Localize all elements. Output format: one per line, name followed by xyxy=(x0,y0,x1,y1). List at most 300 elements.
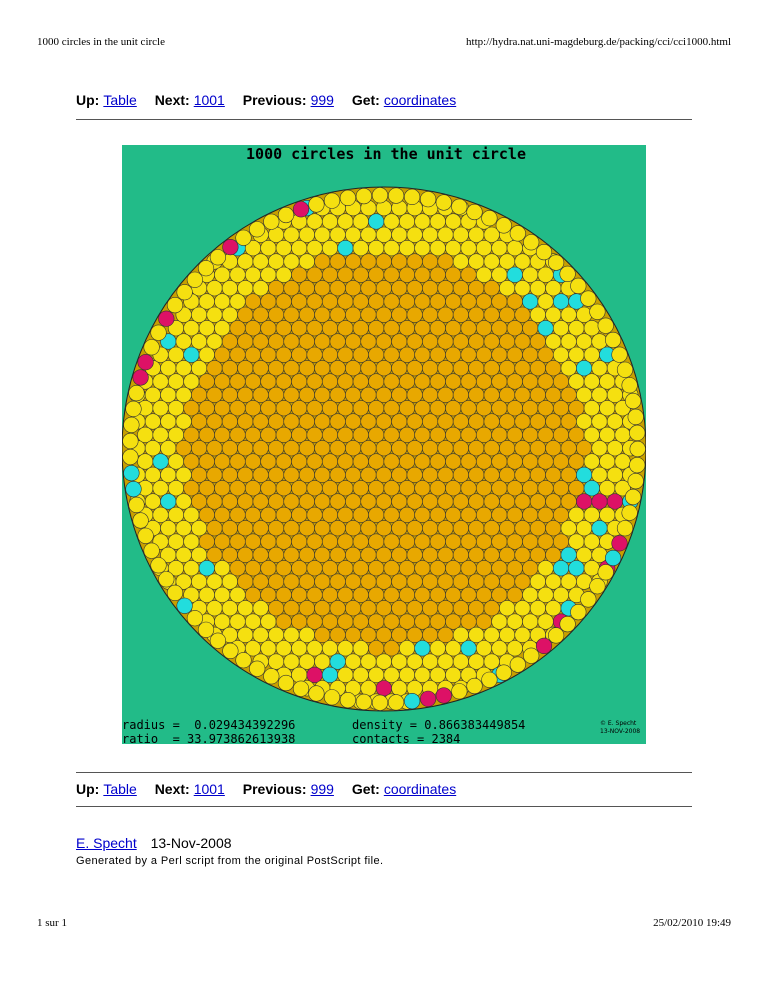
small-circle xyxy=(407,574,423,590)
small-circle xyxy=(299,227,315,243)
small-circle xyxy=(361,681,377,697)
small-circle xyxy=(184,480,200,496)
small-circle xyxy=(168,454,184,470)
up-table-link[interactable]: Table xyxy=(103,92,137,108)
small-circle xyxy=(499,414,515,430)
small-circle xyxy=(407,467,423,483)
small-circle xyxy=(515,387,531,403)
small-circle xyxy=(453,414,469,430)
small-circle xyxy=(522,560,538,576)
small-circle xyxy=(153,454,169,470)
small-circle xyxy=(230,587,246,603)
small-circle xyxy=(230,347,246,363)
small-circle xyxy=(291,320,307,336)
author-link[interactable]: E. Specht xyxy=(76,835,137,851)
small-circle xyxy=(536,638,552,654)
small-circle xyxy=(515,520,531,536)
small-circle xyxy=(553,560,569,576)
small-circle xyxy=(399,560,415,576)
small-circle xyxy=(184,400,200,416)
small-circle xyxy=(399,374,415,390)
previous-link[interactable]: 999 xyxy=(310,781,334,797)
small-circle xyxy=(372,695,388,711)
small-circle xyxy=(484,494,500,510)
small-circle xyxy=(199,320,215,336)
small-circle xyxy=(284,654,300,670)
small-circle xyxy=(330,574,346,590)
small-circle xyxy=(453,360,469,376)
small-circle xyxy=(590,578,606,594)
small-circle xyxy=(253,307,269,323)
small-circle xyxy=(453,467,469,483)
small-circle xyxy=(515,627,531,643)
small-circle xyxy=(445,427,461,443)
previous-link[interactable]: 999 xyxy=(310,92,334,108)
small-circle xyxy=(392,547,408,563)
small-circle xyxy=(191,307,207,323)
small-circle xyxy=(384,240,400,256)
small-circle xyxy=(284,334,300,350)
small-circle xyxy=(476,374,492,390)
small-circle xyxy=(338,560,354,576)
small-circle xyxy=(353,587,369,603)
small-circle xyxy=(330,520,346,536)
small-circle xyxy=(261,347,277,363)
small-circle xyxy=(276,507,292,523)
small-circle xyxy=(399,480,415,496)
small-circle xyxy=(291,267,307,283)
small-circle xyxy=(168,534,184,550)
small-circle xyxy=(238,254,254,270)
small-circle xyxy=(222,307,238,323)
small-circle xyxy=(538,507,554,523)
small-circle xyxy=(330,627,346,643)
coordinates-link[interactable]: coordinates xyxy=(383,92,457,108)
small-circle xyxy=(230,480,246,496)
small-circle xyxy=(361,307,377,323)
small-circle xyxy=(384,320,400,336)
small-circle xyxy=(307,534,323,550)
small-circle xyxy=(338,320,354,336)
small-circle xyxy=(422,574,438,590)
small-circle xyxy=(338,454,354,470)
small-circle xyxy=(184,454,200,470)
small-circle xyxy=(530,574,546,590)
small-circle xyxy=(307,427,323,443)
small-circle xyxy=(276,587,292,603)
small-circle xyxy=(569,480,585,496)
small-circle xyxy=(368,427,384,443)
small-circle xyxy=(499,467,515,483)
small-circle xyxy=(392,387,408,403)
small-circle xyxy=(315,254,331,270)
small-circle xyxy=(384,667,400,683)
small-circle xyxy=(515,307,531,323)
coordinates-link[interactable]: coordinates xyxy=(383,781,457,797)
small-circle xyxy=(145,387,161,403)
small-circle xyxy=(392,334,408,350)
small-circle xyxy=(245,427,261,443)
small-circle xyxy=(384,294,400,310)
small-circle xyxy=(546,360,562,376)
small-circle xyxy=(368,614,384,630)
small-circle xyxy=(161,387,177,403)
small-circle xyxy=(422,387,438,403)
small-circle xyxy=(368,454,384,470)
small-circle xyxy=(461,534,477,550)
small-circle xyxy=(430,667,446,683)
small-circle xyxy=(207,547,223,563)
small-circle xyxy=(268,520,284,536)
small-circle xyxy=(484,387,500,403)
small-circle xyxy=(415,534,431,550)
small-circle xyxy=(159,311,175,327)
small-circle xyxy=(484,254,500,270)
small-circle xyxy=(276,347,292,363)
small-circle xyxy=(476,507,492,523)
small-circle xyxy=(569,560,585,576)
small-circle xyxy=(530,334,546,350)
small-circle xyxy=(353,534,369,550)
small-circle xyxy=(507,427,523,443)
small-circle xyxy=(430,560,446,576)
small-circle xyxy=(469,334,485,350)
small-circle xyxy=(407,360,423,376)
small-circle xyxy=(222,414,238,430)
small-circle xyxy=(492,507,508,523)
small-circle xyxy=(238,387,254,403)
small-circle xyxy=(469,467,485,483)
small-circle xyxy=(598,318,614,334)
small-circle xyxy=(261,240,277,256)
small-circle xyxy=(261,267,277,283)
small-circle xyxy=(469,547,485,563)
small-circle xyxy=(607,467,623,483)
small-circle xyxy=(176,547,192,563)
small-circle xyxy=(561,334,577,350)
small-circle xyxy=(392,254,408,270)
small-circle xyxy=(291,667,307,683)
small-circle xyxy=(253,414,269,430)
small-circle xyxy=(207,307,223,323)
small-circle xyxy=(126,401,142,417)
small-circle xyxy=(324,690,340,706)
small-circle xyxy=(322,534,338,550)
small-circle xyxy=(153,374,169,390)
small-circle xyxy=(345,627,361,643)
small-circle xyxy=(223,643,239,659)
small-circle xyxy=(151,558,167,574)
small-circle xyxy=(315,440,331,456)
small-circle xyxy=(622,378,638,394)
small-circle xyxy=(330,467,346,483)
small-circle xyxy=(445,294,461,310)
small-circle xyxy=(315,574,331,590)
small-circle xyxy=(384,534,400,550)
small-circle xyxy=(392,307,408,323)
small-circle xyxy=(476,240,492,256)
small-circle xyxy=(399,294,415,310)
small-circle xyxy=(438,440,454,456)
small-circle xyxy=(461,267,477,283)
small-circle xyxy=(230,374,246,390)
small-circle xyxy=(222,440,238,456)
small-circle xyxy=(445,374,461,390)
small-circle xyxy=(168,480,184,496)
small-circle xyxy=(261,641,277,657)
small-circle xyxy=(167,585,183,601)
small-circle xyxy=(207,600,223,616)
small-circle xyxy=(291,587,307,603)
small-circle xyxy=(507,374,523,390)
small-circle xyxy=(207,387,223,403)
small-circle xyxy=(453,440,469,456)
next-link[interactable]: 1001 xyxy=(193,781,225,797)
small-circle xyxy=(384,267,400,283)
small-circle xyxy=(368,480,384,496)
small-circle xyxy=(612,536,628,552)
small-circle xyxy=(499,627,515,643)
small-circle xyxy=(199,454,215,470)
small-circle xyxy=(345,387,361,403)
small-circle xyxy=(515,360,531,376)
up-label: Up: xyxy=(76,92,100,108)
small-circle xyxy=(338,480,354,496)
small-circle xyxy=(546,440,562,456)
small-circle xyxy=(392,574,408,590)
next-link[interactable]: 1001 xyxy=(193,92,225,108)
small-circle xyxy=(628,473,644,489)
small-circle xyxy=(276,454,292,470)
small-circle xyxy=(307,347,323,363)
small-circle xyxy=(291,614,307,630)
small-circle xyxy=(361,440,377,456)
small-circle xyxy=(461,587,477,603)
small-circle xyxy=(476,294,492,310)
small-circle xyxy=(476,454,492,470)
small-circle xyxy=(245,587,261,603)
small-circle xyxy=(469,360,485,376)
small-circle xyxy=(523,648,539,664)
small-circle xyxy=(492,587,508,603)
small-circle xyxy=(199,507,215,523)
small-circle xyxy=(384,347,400,363)
small-circle xyxy=(330,254,346,270)
small-circle xyxy=(569,507,585,523)
small-circle xyxy=(422,334,438,350)
small-circle xyxy=(376,334,392,350)
small-circle xyxy=(338,267,354,283)
small-circle xyxy=(238,520,254,536)
small-circle xyxy=(376,360,392,376)
small-circle xyxy=(214,294,230,310)
small-circle xyxy=(625,393,641,409)
small-circle xyxy=(184,320,200,336)
small-circle xyxy=(291,480,307,496)
copyright-text: © E. Specht xyxy=(600,720,637,727)
small-circle xyxy=(571,604,587,620)
small-circle xyxy=(507,454,523,470)
small-circle xyxy=(161,440,177,456)
small-circle xyxy=(392,467,408,483)
small-circle xyxy=(507,587,523,603)
small-circle xyxy=(538,427,554,443)
small-circle xyxy=(422,654,438,670)
small-circle xyxy=(353,374,369,390)
small-circle xyxy=(469,414,485,430)
small-circle xyxy=(236,230,252,246)
small-circle xyxy=(553,480,569,496)
small-circle xyxy=(356,188,372,204)
small-circle xyxy=(276,560,292,576)
small-circle xyxy=(430,534,446,550)
small-circle xyxy=(407,227,423,243)
small-circle xyxy=(438,574,454,590)
small-circle xyxy=(599,374,615,390)
small-circle xyxy=(592,387,608,403)
small-circle xyxy=(576,547,592,563)
small-circle xyxy=(330,360,346,376)
small-circle xyxy=(138,354,154,370)
small-circle xyxy=(299,574,315,590)
small-circle xyxy=(553,587,569,603)
small-circle xyxy=(368,534,384,550)
small-circle xyxy=(461,614,477,630)
small-circle xyxy=(261,454,277,470)
small-circle xyxy=(522,294,538,310)
small-circle xyxy=(376,654,392,670)
small-circle xyxy=(484,280,500,296)
small-circle xyxy=(384,641,400,657)
small-circle xyxy=(581,291,597,307)
small-circle xyxy=(230,507,246,523)
small-circle xyxy=(492,480,508,496)
small-circle xyxy=(461,507,477,523)
small-circle xyxy=(399,614,415,630)
small-circle xyxy=(291,534,307,550)
small-circle xyxy=(507,347,523,363)
small-circle xyxy=(453,547,469,563)
small-circle xyxy=(407,547,423,563)
small-circle xyxy=(422,414,438,430)
small-circle xyxy=(199,534,215,550)
packing-figure xyxy=(122,145,646,744)
small-circle xyxy=(507,240,523,256)
small-circle xyxy=(415,560,431,576)
small-circle xyxy=(191,494,207,510)
small-circle xyxy=(499,387,515,403)
small-circle xyxy=(210,633,226,649)
small-circle xyxy=(261,374,277,390)
small-circle xyxy=(399,587,415,603)
small-circle xyxy=(315,227,331,243)
small-circle xyxy=(268,627,284,643)
small-circle xyxy=(238,334,254,350)
small-circle xyxy=(515,467,531,483)
small-circle xyxy=(461,294,477,310)
small-circle xyxy=(592,467,608,483)
small-circle xyxy=(230,560,246,576)
small-circle xyxy=(230,427,246,443)
small-circle xyxy=(530,307,546,323)
small-circle xyxy=(399,320,415,336)
small-circle xyxy=(384,587,400,603)
small-circle xyxy=(222,467,238,483)
small-circle xyxy=(191,414,207,430)
small-circle xyxy=(422,440,438,456)
small-circle xyxy=(399,400,415,416)
small-circle xyxy=(245,400,261,416)
divider xyxy=(76,806,692,807)
small-circle xyxy=(261,400,277,416)
small-circle xyxy=(484,307,500,323)
small-circle xyxy=(353,240,369,256)
small-circle xyxy=(151,325,167,341)
small-circle xyxy=(245,320,261,336)
small-circle xyxy=(422,600,438,616)
small-circle xyxy=(276,614,292,630)
small-circle xyxy=(576,360,592,376)
small-circle xyxy=(445,641,461,657)
small-circle xyxy=(353,400,369,416)
small-circle xyxy=(167,297,183,313)
small-circle xyxy=(515,600,531,616)
small-circle xyxy=(340,692,356,708)
small-circle xyxy=(356,694,372,710)
small-circle xyxy=(546,467,562,483)
small-circle xyxy=(322,374,338,390)
small-circle xyxy=(276,400,292,416)
small-circle xyxy=(322,614,338,630)
small-circle xyxy=(469,254,485,270)
small-circle xyxy=(345,307,361,323)
divider xyxy=(76,772,692,773)
small-circle xyxy=(191,360,207,376)
small-circle xyxy=(384,614,400,630)
up-table-link[interactable]: Table xyxy=(103,781,137,797)
small-circle xyxy=(268,440,284,456)
small-circle xyxy=(253,360,269,376)
small-circle xyxy=(345,440,361,456)
small-circle xyxy=(161,360,177,376)
small-circle xyxy=(422,360,438,376)
small-circle xyxy=(368,294,384,310)
small-circle xyxy=(469,440,485,456)
small-circle xyxy=(592,334,608,350)
small-circle xyxy=(625,489,641,505)
small-circle xyxy=(299,600,315,616)
small-circle xyxy=(284,307,300,323)
small-circle xyxy=(133,370,149,386)
small-circle xyxy=(438,254,454,270)
small-circle xyxy=(299,467,315,483)
small-circle xyxy=(467,678,483,694)
small-circle xyxy=(522,454,538,470)
small-circle xyxy=(207,440,223,456)
small-circle xyxy=(469,227,485,243)
small-circle xyxy=(268,360,284,376)
small-circle xyxy=(245,374,261,390)
small-circle xyxy=(338,400,354,416)
small-circle xyxy=(207,467,223,483)
small-circle xyxy=(307,214,323,230)
small-circle xyxy=(599,400,615,416)
small-circle xyxy=(538,320,554,336)
small-circle xyxy=(353,294,369,310)
small-circle xyxy=(392,414,408,430)
small-circle xyxy=(561,414,577,430)
small-circle xyxy=(238,574,254,590)
